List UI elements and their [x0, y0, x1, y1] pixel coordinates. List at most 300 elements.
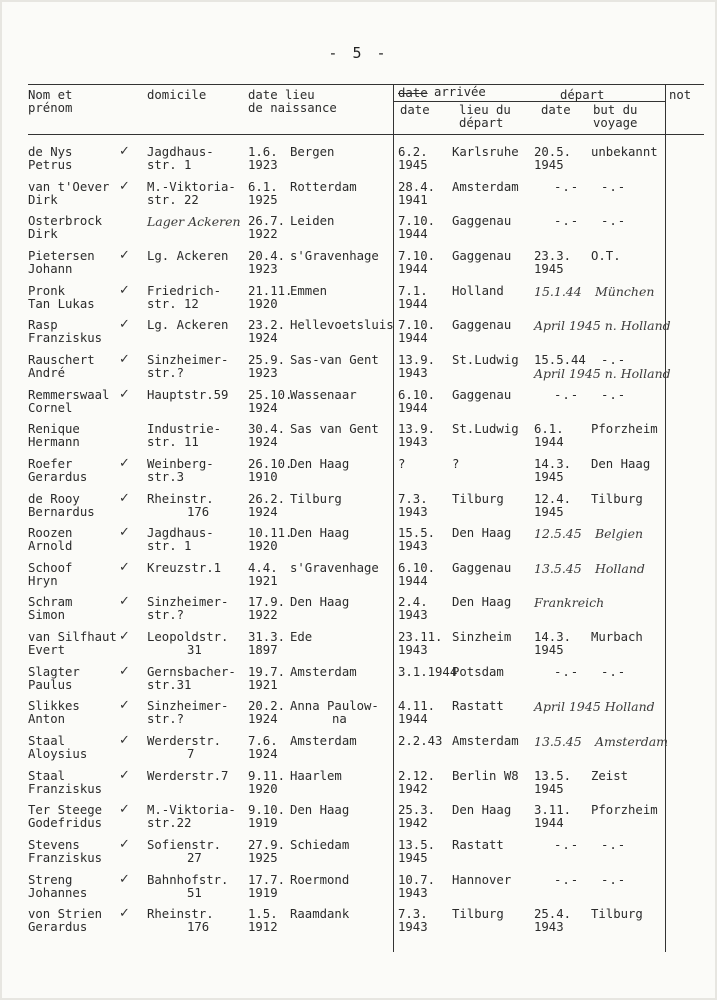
departure-date: 12.4.: [534, 492, 572, 506]
arrival-year: 1943: [398, 886, 428, 900]
arrival-from: Rastatt: [452, 838, 504, 852]
surname: Renique: [28, 422, 80, 436]
header-arrival-from-line1: lieu du: [459, 103, 511, 117]
arrival-from: Rastatt: [452, 699, 504, 713]
header-purpose-line1: but du: [593, 103, 638, 117]
birth-place: Anna Paulow-: [290, 699, 379, 713]
domicile-line2: str.?: [147, 712, 185, 726]
arrival-date: 6.10.: [398, 388, 436, 402]
given-name: Godefridus: [28, 816, 103, 830]
travel-purpose: -.-: [601, 873, 627, 887]
surname: Rauschert: [28, 353, 95, 367]
arrival-from: Holland: [452, 284, 504, 298]
arrival-from: Gaggenau: [452, 388, 512, 402]
surname: von Strien: [28, 907, 103, 921]
given-name: Arnold: [28, 539, 73, 553]
arrival-date: 3.1.1944: [398, 665, 458, 679]
check-mark: ✓: [119, 456, 130, 471]
arrival-from: Den Haag: [452, 595, 512, 609]
surname: Roozen: [28, 526, 73, 540]
arrival-year: 1944: [398, 297, 428, 311]
birth-year: 1897: [248, 643, 278, 657]
arrival-year: 1943: [398, 608, 428, 622]
birth-place: Sas van Gent: [290, 422, 379, 436]
surname: van Silfhaut: [28, 630, 117, 644]
domicile: Rheinstr.: [147, 492, 214, 506]
arrival-year: 1943: [398, 539, 428, 553]
surname: Staal: [28, 734, 66, 748]
arrival-year: 1944: [398, 401, 428, 415]
given-name: Bernardus: [28, 505, 95, 519]
departure-year: 1944: [534, 435, 564, 449]
header-date-lieu-line1: date lieu: [248, 88, 315, 102]
birth-date: 1.5.: [248, 907, 278, 921]
travel-purpose: Pforzheim: [591, 422, 658, 436]
arrival-date: 2.12.: [398, 769, 436, 783]
arrival-date: 10.7.: [398, 873, 436, 887]
header-arrival-from-line2: départ: [459, 116, 504, 130]
birth-year: 1924: [248, 401, 278, 415]
arrival-from: Sinzheim: [452, 630, 512, 644]
arrival-date: 2.2.43: [398, 734, 443, 748]
surname: Ter Steege: [28, 803, 103, 817]
arrival-year: 1943: [398, 643, 428, 657]
arrival-year: 1942: [398, 782, 428, 796]
domicile: Sofienstr.: [147, 838, 222, 852]
arrival-year: 1943: [398, 366, 428, 380]
departure-date: -.-: [554, 665, 580, 679]
birth-date: 4.4.: [248, 561, 278, 575]
birth-place: s'Gravenhage: [290, 249, 379, 263]
arrival-date: 25.3.: [398, 803, 436, 817]
arrival-left-rule: [393, 84, 394, 952]
given-name: Paulus: [28, 678, 73, 692]
given-name: Petrus: [28, 158, 73, 172]
domicile-line2: 51: [187, 886, 202, 900]
arrival-date: 7.3.: [398, 907, 428, 921]
surname: Roefer: [28, 457, 73, 471]
birth-date: 26.7.: [248, 214, 286, 228]
domicile-line2: 7: [187, 747, 195, 761]
departure-date: April 1945 Holland: [534, 699, 655, 714]
arrival-date: 4.11.: [398, 699, 436, 713]
departure-year: 1945: [534, 643, 564, 657]
arrival-from: Gaggenau: [452, 214, 512, 228]
header-arrival-date: date: [400, 103, 430, 117]
travel-purpose: -.-: [601, 838, 627, 852]
check-mark: ✓: [119, 906, 130, 921]
arrival-from: Hannover: [452, 873, 512, 887]
domicile: Lg. Ackeren: [147, 318, 229, 332]
domicile: Bahnhofstr.: [147, 873, 229, 887]
arrival-from: Berlin W8: [452, 769, 519, 783]
given-name: André: [28, 366, 66, 380]
departure-date: -.-: [554, 214, 580, 228]
travel-purpose: O.T.: [591, 249, 621, 263]
departure-date: 3.11.: [534, 803, 572, 817]
domicile: Jagdhaus-: [147, 145, 214, 159]
header-arrival-struck: date: [398, 86, 428, 100]
given-name: Anton: [28, 712, 66, 726]
given-name: Hryn: [28, 574, 58, 588]
birth-place: Raamdank: [290, 907, 350, 921]
birth-date: 7.6.: [248, 734, 278, 748]
given-name: Dirk: [28, 227, 58, 241]
header-not: not: [669, 88, 692, 102]
birth-place: Haarlem: [290, 769, 342, 783]
arrival-from: St.Ludwig: [452, 353, 519, 367]
birth-year: 1925: [248, 851, 278, 865]
arrival-from: Potsdam: [452, 665, 504, 679]
birth-place: Den Haag: [290, 526, 350, 540]
birth-date: 23.2.: [248, 318, 286, 332]
birth-year: 1924: [248, 435, 278, 449]
arrival-from: ?: [452, 457, 460, 471]
domicile: Werderstr.7: [147, 769, 229, 783]
birth-date: 21.11.: [248, 284, 293, 298]
arrival-year: 1944: [398, 227, 428, 241]
arrival-from: Den Haag: [452, 526, 512, 540]
birth-place: Amsterdam: [290, 734, 357, 748]
arrival-from: Tilburg: [452, 907, 504, 921]
domicile: M.-Viktoria-: [147, 803, 236, 817]
check-mark: ✓: [119, 525, 130, 540]
arrival-date: 7.10.: [398, 214, 436, 228]
header-date-lieu-line2: de naissance: [248, 101, 337, 115]
check-mark: ✓: [119, 698, 130, 713]
domicile-line2: str. 1: [147, 539, 192, 553]
arrival-from: St.Ludwig: [452, 422, 519, 436]
domicile: Industrie-: [147, 422, 222, 436]
departure-date: 6.1.: [534, 422, 564, 436]
domicile-line2: 176: [187, 920, 210, 934]
check-mark: ✓: [119, 594, 130, 609]
birth-date: 25.10.: [248, 388, 293, 402]
departure-date: April 1945 n. Holland: [534, 318, 671, 333]
given-name: Aloysius: [28, 747, 88, 761]
arrival-date: 7.10.: [398, 249, 436, 263]
given-name: Simon: [28, 608, 66, 622]
check-mark: ✓: [119, 387, 130, 402]
arrival-date: 15.5.: [398, 526, 436, 540]
surname: Remmerswaal: [28, 388, 110, 402]
arrival-from: Tilburg: [452, 492, 504, 506]
birth-date: 20.4.: [248, 249, 286, 263]
domicile-line2: str. 12: [147, 297, 199, 311]
domicile-line2: 27: [187, 851, 202, 865]
check-mark: ✓: [119, 248, 130, 263]
birth-place: Den Haag: [290, 803, 350, 817]
header-departure: départ: [560, 88, 605, 102]
arrival-date: 7.3.: [398, 492, 428, 506]
domicile: Hauptstr.59: [147, 388, 229, 402]
birth-place: Sas-van Gent: [290, 353, 379, 367]
travel-purpose: -.-: [601, 388, 627, 402]
given-name: Cornel: [28, 401, 73, 415]
domicile-line2: str. 1: [147, 158, 192, 172]
arrival-subheader-rule: [393, 101, 665, 102]
birth-place: Ede: [290, 630, 313, 644]
birth-date: 30.4.: [248, 422, 286, 436]
arrival-date: 28.4.: [398, 180, 436, 194]
arrival-year: 1943: [398, 435, 428, 449]
departure-date: -.-: [554, 388, 580, 402]
domicile-line2: str.31: [147, 678, 192, 692]
arrival-date: 7.1.: [398, 284, 428, 298]
birth-place: Amsterdam: [290, 665, 357, 679]
departure-date: 14.3.: [534, 630, 572, 644]
given-name: Gerardus: [28, 920, 88, 934]
birth-date: 1.6.: [248, 145, 278, 159]
travel-purpose: -.-: [601, 214, 627, 228]
birth-place: Rotterdam: [290, 180, 357, 194]
travel-purpose: Tilburg: [591, 492, 643, 506]
surname: van t'Oever: [28, 180, 110, 194]
departure-date: -.-: [554, 180, 580, 194]
departure-date: 23.3.: [534, 249, 572, 263]
birth-date: 26.10.: [248, 457, 293, 471]
arrival-date: 13.9.: [398, 422, 436, 436]
header-domicile: domicile: [147, 88, 207, 102]
birth-date: 10.11.: [248, 526, 293, 540]
travel-purpose: Amsterdam: [595, 734, 668, 749]
birth-year: 1924: [248, 747, 278, 761]
header-nom-line2: prénom: [28, 101, 73, 115]
departure-date: 13.5.: [534, 769, 572, 783]
domicile: Kreuzstr.1: [147, 561, 222, 575]
header-purpose-line2: voyage: [593, 116, 638, 130]
birth-year: 1923: [248, 158, 278, 172]
birth-year: 1922: [248, 227, 278, 241]
surname: Pietersen: [28, 249, 95, 263]
birth-year: 1920: [248, 539, 278, 553]
check-mark: ✓: [119, 179, 130, 194]
arrival-year: 1943: [398, 920, 428, 934]
travel-purpose: unbekannt: [591, 145, 658, 159]
departure-date: 12.5.45: [534, 526, 582, 541]
header-arrival: arrivée: [434, 85, 486, 99]
arrival-year: 1944: [398, 712, 428, 726]
check-mark: ✓: [119, 560, 130, 575]
arrival-year: 1943: [398, 505, 428, 519]
arrival-year: 1945: [398, 158, 428, 172]
surname: Slagter: [28, 665, 80, 679]
domicile: Lg. Ackeren: [147, 249, 229, 263]
surname: Rasp: [28, 318, 58, 332]
birth-date: 17.7.: [248, 873, 286, 887]
given-name: Johannes: [28, 886, 88, 900]
arrival-year: 1944: [398, 262, 428, 276]
departure-date: 15.5.44: [534, 353, 586, 367]
domicile-line2: 176: [187, 505, 210, 519]
birth-year: 1910: [248, 470, 278, 484]
travel-purpose: Den Haag: [591, 457, 651, 471]
arrival-date: 13.9.: [398, 353, 436, 367]
domicile: Jagdhaus-: [147, 526, 214, 540]
arrival-from: Gaggenau: [452, 318, 512, 332]
birth-year: 1922: [248, 608, 278, 622]
given-name: Franziskus: [28, 851, 103, 865]
domicile: Werderstr.: [147, 734, 222, 748]
arrival-from: Gaggenau: [452, 561, 512, 575]
birth-place: Wassenaar: [290, 388, 357, 402]
arrival-date: 23.11.: [398, 630, 443, 644]
birth-year: 1924: [248, 712, 278, 726]
check-mark: ✓: [119, 144, 130, 159]
arrival-date: 7.10.: [398, 318, 436, 332]
travel-purpose: Murbach: [591, 630, 643, 644]
departure-date: 13.5.45: [534, 734, 582, 749]
header-bottom-rule: [28, 134, 704, 135]
birth-place: Den Haag: [290, 457, 350, 471]
birth-date: 6.1.: [248, 180, 278, 194]
birth-year: 1924: [248, 505, 278, 519]
departure-date: Frankreich: [534, 595, 605, 610]
domicile: Sinzheimer-: [147, 699, 229, 713]
departure-year: 1943: [534, 920, 564, 934]
given-name: Dirk: [28, 193, 58, 207]
birth-year: 1925: [248, 193, 278, 207]
travel-purpose: -.-: [601, 665, 627, 679]
domicile-line2: str.?: [147, 366, 185, 380]
arrival-date: 2.4.: [398, 595, 428, 609]
check-mark: ✓: [119, 768, 130, 783]
surname: Staal: [28, 769, 66, 783]
travel-purpose: -.-: [601, 180, 627, 194]
domicile-line2: str.3: [147, 470, 185, 484]
birth-date: 27.9.: [248, 838, 286, 852]
check-mark: ✓: [119, 802, 130, 817]
surname: de Rooy: [28, 492, 80, 506]
arrival-date: 6.2.: [398, 145, 428, 159]
domicile-line2: str. 22: [147, 193, 199, 207]
departure-date: -.-: [554, 873, 580, 887]
given-name: Johann: [28, 262, 73, 276]
birth-year: 1923: [248, 262, 278, 276]
birth-place: Emmen: [290, 284, 328, 298]
surname: Osterbrock: [28, 214, 103, 228]
departure-date: 20.5.: [534, 145, 572, 159]
departure-date: 15.1.44: [534, 284, 582, 299]
travel-purpose: Zeist: [591, 769, 629, 783]
birth-year: 1919: [248, 886, 278, 900]
domicile: M.-Viktoria-: [147, 180, 236, 194]
check-mark: ✓: [119, 664, 130, 679]
domicile: Leopoldstr.: [147, 630, 229, 644]
departure-date: 13.5.45: [534, 561, 582, 576]
arrival-from: Gaggenau: [452, 249, 512, 263]
arrival-date: ?: [398, 457, 406, 471]
check-mark: ✓: [119, 317, 130, 332]
not-left-rule: [665, 84, 666, 952]
surname: Stevens: [28, 838, 80, 852]
surname: Pronk: [28, 284, 66, 298]
given-name: Gerardus: [28, 470, 88, 484]
birth-year: 1920: [248, 297, 278, 311]
birth-date: 26.2.: [248, 492, 286, 506]
birth-date: 17.9.: [248, 595, 286, 609]
departure-date: 25.4.: [534, 907, 572, 921]
check-mark: ✓: [119, 733, 130, 748]
check-mark: ✓: [119, 283, 130, 298]
birth-place: Leiden: [290, 214, 335, 228]
birth-year: 1921: [248, 678, 278, 692]
given-name: Evert: [28, 643, 66, 657]
surname: Streng: [28, 873, 73, 887]
arrival-year: 1941: [398, 193, 428, 207]
departure-date: 14.3.: [534, 457, 572, 471]
domicile: Lager Ackeren: [147, 214, 241, 229]
given-name: Hermann: [28, 435, 80, 449]
domicile: Sinzheimer-: [147, 595, 229, 609]
arrival-from: Den Haag: [452, 803, 512, 817]
check-mark: ✓: [119, 837, 130, 852]
arrival-year: 1944: [398, 331, 428, 345]
birth-year: 1921: [248, 574, 278, 588]
travel-purpose: -.-: [601, 353, 627, 367]
domicile-line2: 31: [187, 643, 202, 657]
departure-date: -.-: [554, 838, 580, 852]
birth-place: s'Gravenhage: [290, 561, 379, 575]
check-mark: ✓: [119, 629, 130, 644]
check-mark: ✓: [119, 491, 130, 506]
check-mark: ✓: [119, 872, 130, 887]
given-name: Tan Lukas: [28, 297, 95, 311]
arrival-date: 13.5.: [398, 838, 436, 852]
birth-year: 1924: [248, 331, 278, 345]
birth-year: 1920: [248, 782, 278, 796]
birth-place: Bergen: [290, 145, 335, 159]
domicile: Gernsbacher-: [147, 665, 236, 679]
arrival-from: Amsterdam: [452, 180, 519, 194]
departure-year: 1945: [534, 505, 564, 519]
surname: de Nys: [28, 145, 73, 159]
surname: Schram: [28, 595, 73, 609]
birth-date: 9.10.: [248, 803, 286, 817]
travel-purpose: Holland: [595, 561, 645, 576]
birth-place: Hellevoetsluis: [290, 318, 394, 332]
birth-place: Tilburg: [290, 492, 342, 506]
departure-year: 1945: [534, 470, 564, 484]
birth-date: 31.3.: [248, 630, 286, 644]
birth-date: 9.11.: [248, 769, 286, 783]
birth-date: 19.7.: [248, 665, 286, 679]
header-departure-date: date: [541, 103, 571, 117]
arrival-date: 6.10.: [398, 561, 436, 575]
birth-place: Schiedam: [290, 838, 350, 852]
arrival-year: 1944: [398, 574, 428, 588]
departure-year: April 1945 n. Holland: [534, 366, 671, 381]
domicile: Rheinstr.: [147, 907, 214, 921]
arrival-year: 1945: [398, 851, 428, 865]
arrival-from: Karlsruhe: [452, 145, 519, 159]
arrival-year: 1942: [398, 816, 428, 830]
domicile: Weinberg-: [147, 457, 214, 471]
travel-purpose: Tilburg: [591, 907, 643, 921]
birth-year: 1923: [248, 366, 278, 380]
birth-year: 1912: [248, 920, 278, 934]
domicile-line2: str. 11: [147, 435, 199, 449]
departure-year: 1945: [534, 158, 564, 172]
domicile-line2: str.22: [147, 816, 192, 830]
departure-year: 1945: [534, 782, 564, 796]
travel-purpose: Pforzheim: [591, 803, 658, 817]
given-name: Franziskus: [28, 331, 103, 345]
surname: Slikkes: [28, 699, 80, 713]
check-mark: ✓: [119, 352, 130, 367]
birth-year: 1919: [248, 816, 278, 830]
birth-place: Den Haag: [290, 595, 350, 609]
